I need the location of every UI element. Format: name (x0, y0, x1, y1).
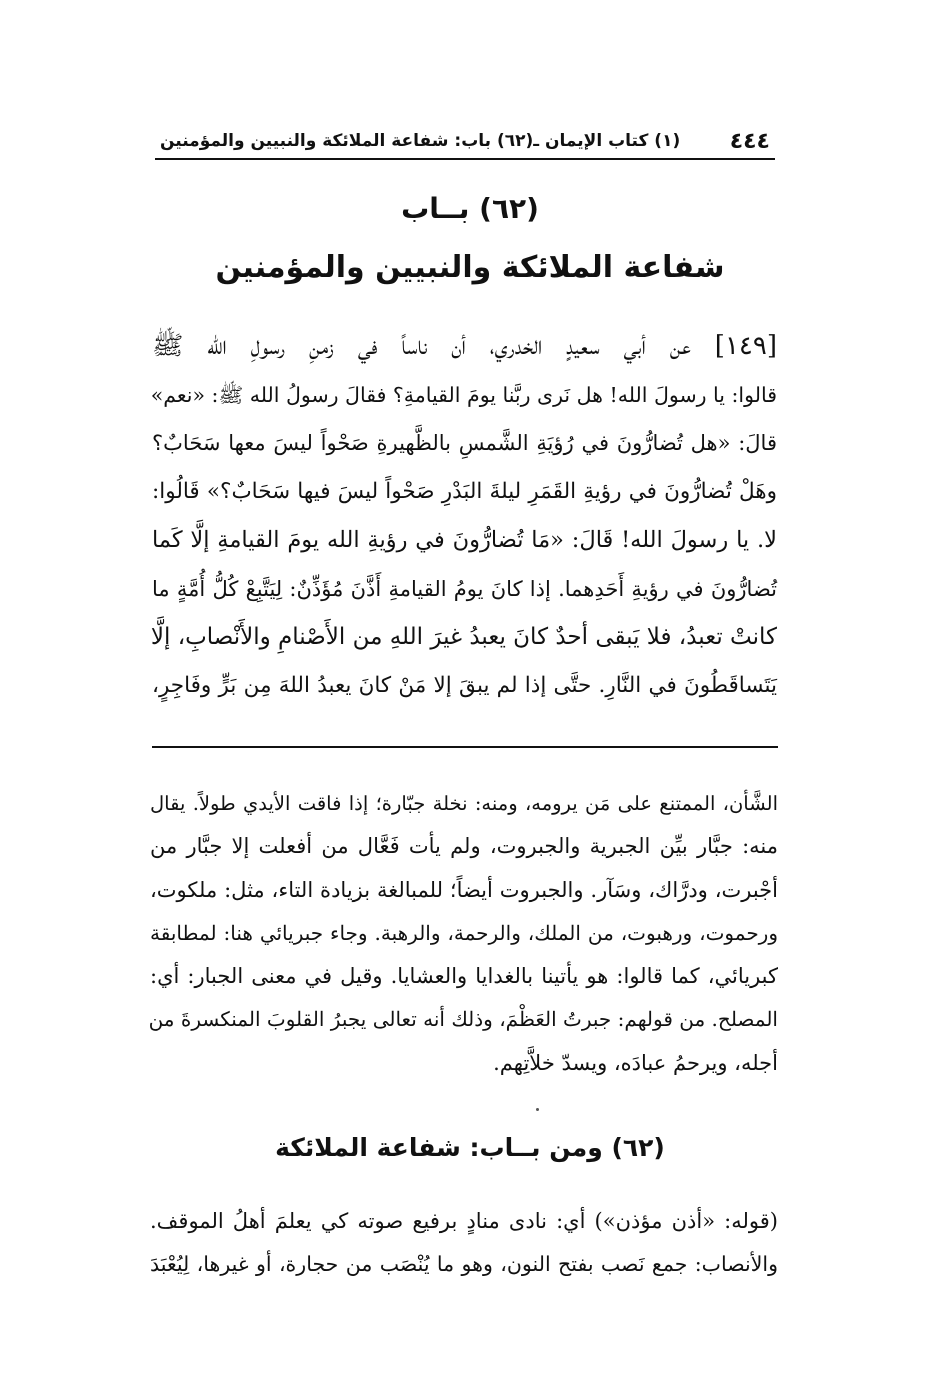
header-rule (155, 158, 775, 160)
commentary-line: كبريائي، كما قالوا: هو يأتينا بالغدايا والعشايا. وقيل في معنى الجبار: أي: (150, 964, 778, 989)
hadith-line: كانتْ تعبدُ، فلا يَبقى أحدٌ كانَ يعبدُ غيرَ اللهِ من الأَصْنامِ والأَنْصابِ، إلَّا (150, 624, 777, 650)
commentary-text (150, 782, 778, 1085)
hadith-line: لا. يا رسولَ الله! قَالَ: «مَا تُضارُّونَ في رؤيةِ الله يومَ القيامةِ إلَّا كَما (152, 527, 777, 553)
commentary-line: ورحموت، ورهبوت، من الملك، والرحمة، والرهبة. وجاء جبريائي هنا: لمطابقة (150, 920, 778, 945)
running-title: (١) كتاب الإيمان ـ(٦٢) باب: شفاعة الملائكة والنبيين والمؤمنين (160, 131, 681, 151)
commentary-line: أجله، ويرحمُ عبادَه، ويسدّ خلاَّتِهم. (493, 1050, 778, 1075)
commentary-line: المصلح. من قولهم: جبرتُ العَظْمَ، وذلك أنه تعالى يجبرُ القلوبَ المنكسرةَ من (148, 1007, 778, 1032)
section-heading: (٦٢) ومن بــاب: شفاعة الملائكة (275, 1133, 665, 1162)
hadith-line: وهَلْ تُضارُّونَ في رؤيةِ القَمَرِ ليلةَ البَدْرِ صَحْواً ليسَ فيها سَحَابٌ؟» قَالُوا: (152, 478, 777, 504)
ink-speck (536, 1108, 539, 1111)
hadith-line: [١٤٩] عن أبي سعيدٍ الخدري، أن ناساً في زمنِ رسولِ الله ﷺ (152, 331, 777, 361)
commentary-line: والأنصاب: جمع نَصب بفتح النون، وهو ما يُنْصَب من حجارة، أو غيرها، لِيُعْبَدَ (150, 1252, 778, 1277)
hadith-line: تُضارُّونَ في رؤيةِ أَحَدِهما. إذا كانَ يومُ القيامةِ أَذَّنَ مُؤَذِّنٌ: لِيَتَّبِعْ كُلُّ أُمَّةٍ ما (152, 576, 777, 601)
chapter-heading: (٦٢) بــاب (401, 192, 539, 225)
commentary-text-continued (150, 1200, 778, 1287)
page-number: ٤٤٤ (729, 128, 770, 154)
chapter-title: شفاعة الملائكة والنبيين والمؤمنين (215, 250, 725, 285)
footnote-separator (152, 746, 778, 748)
hadith-line: قالَ: «هل تُضارُّونَ في رُؤيَةِ الشَّمسِ بالظَّهيرةِ صَحْواً ليسَ معها سَحَابٌ؟ (152, 431, 777, 455)
commentary-line: أجْبرت، ودرَّاك، وسَآر. والجبروت أيضاً؛ للمبالغة بزيادة التاء، مثل: ملكوت، (150, 877, 778, 902)
commentary-line: (قوله: «أذن مؤذن») أي: نادى منادٍ برفيع صوته كي يعلمَ أهلُ الموقف. (150, 1209, 778, 1233)
hadith-text (152, 322, 777, 710)
hadith-line: قالوا: يا رسولَ الله! هل نَرى ربَّنا يومَ القيامةِ؟ فقالَ رسولُ الله ﷺ: «نعم» (150, 382, 777, 407)
hadith-line: يَتَساقَطُونَ في النَّارِ. حتَّى إذا لم يبقَ إلا مَنْ كانَ يعبدُ اللهَ مِن بَرٍّ وفَاجِرٍ، (152, 672, 777, 698)
running-header (160, 125, 770, 157)
commentary-line: منه: جبَّار بيِّن الجبرية والجبروت، ولم يأت فَعَّال من أفعلت إلا جبَّار من (150, 834, 778, 859)
commentary-line: الشَّأن، الممتنع على مَن يرومه، ومنه: نخلة جبّارة؛ إذا فاقت الأيدي طولاً. يقال (150, 792, 778, 815)
